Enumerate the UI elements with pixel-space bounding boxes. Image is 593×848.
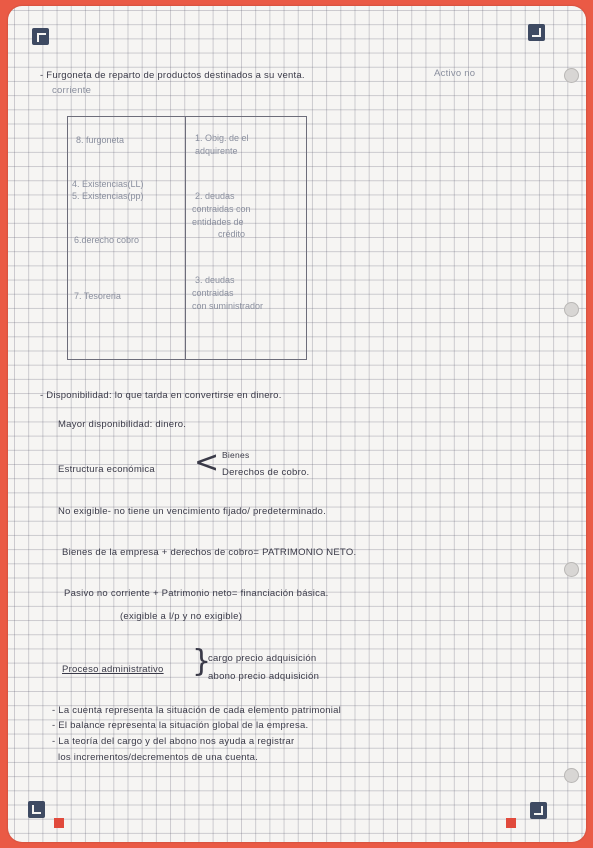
note-activo-no: Activo no bbox=[434, 68, 476, 79]
corner-marker-bottom-right-icon bbox=[530, 802, 547, 819]
note-exigible: (exigible a l/p y no exigible) bbox=[120, 611, 243, 622]
table-right-line: contraidas bbox=[192, 288, 234, 298]
note-furgoneta: - Furgoneta de reparto de productos destinados a su venta. bbox=[40, 70, 305, 81]
note-corriente: corriente bbox=[52, 85, 92, 96]
table-right-line: 1. Obig. de el bbox=[195, 133, 249, 143]
table-right-line: contraidas con bbox=[192, 204, 251, 214]
red-square-marker-right bbox=[506, 818, 516, 828]
note-disponibilidad: - Disponibilidad: lo que tarda en convertirse en dinero. bbox=[40, 390, 282, 401]
curly-brace-icon: } bbox=[192, 644, 212, 679]
table-right-line: adquirente bbox=[195, 146, 238, 156]
bullet-note: - El balance representa la situación global de la empresa. bbox=[52, 720, 309, 731]
proceso-label: Proceso administrativo bbox=[62, 664, 164, 675]
table-right-line: 3. deudas bbox=[195, 275, 235, 285]
bullet-note: - La teoría del cargo y del abono nos ayuda a registrar bbox=[52, 736, 295, 747]
binder-hole-top bbox=[564, 68, 579, 83]
table-left-item: 4. Existencias(LL) bbox=[72, 179, 144, 189]
table-left-item: 8. furgoneta bbox=[76, 135, 125, 145]
angle-bracket-icon: < bbox=[194, 445, 220, 480]
estructura-item: Bienes bbox=[222, 450, 250, 460]
binder-hole-bottom bbox=[564, 768, 579, 783]
red-square-marker-left bbox=[54, 818, 64, 828]
table-right-line: crédito bbox=[218, 229, 246, 239]
table-right-line: 2. deudas bbox=[195, 191, 235, 201]
bullet-note: los incrementos/decrementos de una cuenta. bbox=[58, 752, 259, 763]
balance-table bbox=[67, 116, 307, 360]
note-mayor-disponibilidad: Mayor disponibilidad: dinero. bbox=[58, 419, 187, 430]
estructura-label: Estructura económica bbox=[58, 464, 155, 475]
table-divider bbox=[185, 117, 186, 359]
note-financiacion: Pasivo no corriente + Patrimonio neto= financiación básica. bbox=[64, 588, 329, 599]
bullet-note: - La cuenta representa la situación de cada elemento patrimonial bbox=[52, 705, 342, 716]
binder-hole-middle bbox=[564, 302, 579, 317]
corner-marker-top-right-icon bbox=[528, 24, 545, 41]
proceso-item: abono precio adquisición bbox=[208, 671, 320, 682]
note-no-exigible: No exigible- no tiene un vencimiento fijado/ predeterminado. bbox=[58, 506, 326, 517]
estructura-item: Derechos de cobro. bbox=[222, 467, 310, 478]
binder-hole-lower bbox=[564, 562, 579, 577]
table-left-item: 7. Tesoreria bbox=[74, 291, 121, 301]
note-patrimonio-neto: Bienes de la empresa + derechos de cobro= PATRIMONIO NETO. bbox=[62, 547, 357, 558]
corner-marker-bottom-left-icon bbox=[28, 801, 45, 818]
notebook-page bbox=[8, 6, 586, 842]
corner-marker-top-left-icon bbox=[32, 28, 49, 45]
table-right-line: con suministrador bbox=[192, 301, 264, 311]
table-left-item: 6.derecho cobro bbox=[74, 235, 140, 245]
table-left-item: 5. Existencias(pp) bbox=[72, 191, 144, 201]
table-right-line: entidades de bbox=[192, 217, 244, 227]
proceso-item: cargo precio adquisición bbox=[208, 653, 317, 664]
